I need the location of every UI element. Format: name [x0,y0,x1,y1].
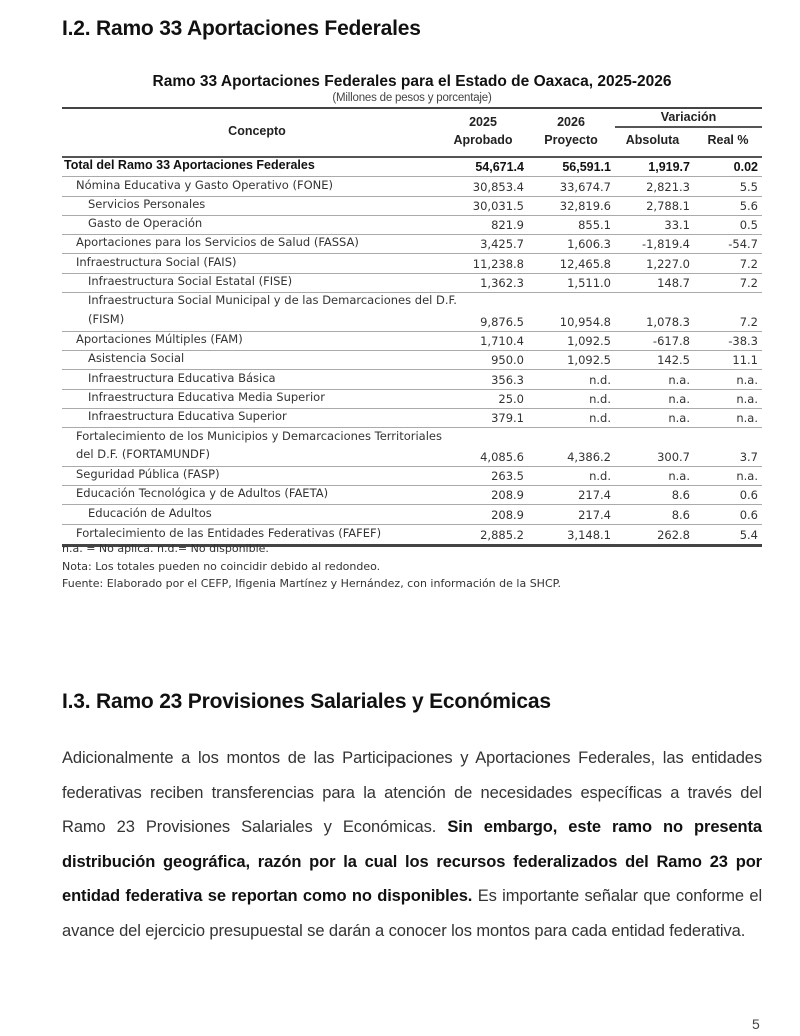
table-row [62,197,762,216]
cell-2025-aprobado: 208.9 [491,488,524,503]
table-row [62,216,762,235]
table-row [62,177,762,196]
paragraph-text-bold: Sin embargo, este ramo no presenta distribución geográfica, razón por la cual los recursos federalizados del Ramo 23 por entidad federativa se reportan como no disponibles. [62,818,763,906]
table-row [62,274,762,293]
cell-variacion-absoluta: -1,819.4 [641,237,690,252]
cell-2025-aprobado: 950.0 [491,353,524,368]
table-row [62,428,762,467]
note-source: Fuente: Elaborado por el CEFP, Ifigenia Martínez y Hernández, con información de la SHCP. [62,577,562,590]
cell-2026-proyecto: 217.4 [578,507,611,522]
cell-variacion-absoluta: 1,919.7 [648,160,690,175]
cell-variacion-absoluta: 2,788.1 [646,198,690,213]
cell-variacion-absoluta: n.a. [668,391,690,406]
row-label: Infraestructura Educativa Media Superior [88,389,325,404]
cell-2025-aprobado: 30,853.4 [472,179,524,194]
cell-variacion-absoluta: 1,227.0 [646,256,690,271]
cell-variacion-absoluta: 2,821.3 [646,179,690,194]
cell-variacion-absoluta: 262.8 [657,527,690,542]
table-row [62,486,762,505]
row-label: Fortalecimiento de los Municipios y Demarcaciones Territoriales del D.F. (FORTAMUNDF) [76,428,442,462]
table-row [62,370,762,389]
row-label: Infraestructura Educativa Superior [88,409,287,424]
row-label: Infraestructura Social Estatal (FISE) [88,274,293,289]
cell-variacion-absoluta: -617.8 [652,333,690,348]
header-variacion-divider [615,126,762,128]
cell-variacion-real: 5.6 [739,198,758,213]
table-row [62,409,762,428]
row-label: Seguridad Pública (FASP) [76,467,220,482]
table-row [62,467,762,486]
cell-variacion-absoluta: 1,078.3 [646,314,690,329]
cell-variacion-real: 0.5 [739,218,758,233]
table-row [62,390,762,409]
table-body [62,158,762,544]
table-row [62,254,762,273]
table-row [62,235,762,254]
cell-2025-aprobado: 25.0 [498,391,524,406]
cell-2026-proyecto: 1,092.5 [567,353,611,368]
cell-2025-aprobado: 379.1 [491,411,524,426]
cell-2026-proyecto: 3,148.1 [567,527,611,542]
table-subtitle: (Millones de pesos y porcentaje) [332,92,492,104]
table-title: Ramo 33 Aportaciones Federales para el Estado de Oaxaca, 2025-2026 [152,73,672,90]
row-label: Infraestructura Social Municipal y de las Demarcaciones del D.F. (FISM) [88,293,457,327]
row-label: Educación Tecnológica y de Adultos (FAETA) [76,486,329,501]
cell-variacion-real: 7.2 [739,256,758,271]
cell-variacion-absoluta: 148.7 [657,276,690,291]
cell-2026-proyecto: 855.1 [578,218,611,233]
cell-variacion-real: 3.7 [739,449,758,464]
cell-variacion-real: 7.2 [739,276,758,291]
header-proyecto: Proyecto [544,133,598,147]
cell-variacion-real: 0.6 [739,507,758,522]
cell-2026-proyecto: 56,591.1 [562,160,611,175]
cell-2025-aprobado: 4,085.6 [480,449,524,464]
table-row [62,351,762,370]
table-header [62,109,762,158]
header-absoluta: Absoluta [625,133,680,147]
cell-2026-proyecto: 33,674.7 [559,179,611,194]
cell-2025-aprobado: 3,425.7 [480,237,524,252]
row-label: Nómina Educativa y Gasto Operativo (FONE) [76,177,333,192]
cell-2025-aprobado: 208.9 [491,507,524,522]
cell-variacion-real: -54.7 [728,237,758,252]
row-label: Fortalecimiento de las Entidades Federativas (FAFEF) [76,525,382,540]
cell-2026-proyecto: 12,465.8 [559,256,611,271]
row-label: Total del Ramo 33 Aportaciones Federales [64,158,315,173]
cell-variacion-real: n.a. [736,469,758,484]
note-rounding: Nota: Los totales pueden no coincidir debido al redondeo. [62,559,381,573]
table-row [62,293,762,332]
page-number: 5 [752,1016,760,1032]
cell-variacion-absoluta: 300.7 [657,449,690,464]
cell-2025-aprobado: 30,031.5 [472,198,524,213]
cell-2026-proyecto: 32,819.6 [559,198,611,213]
cell-2025-aprobado: 263.5 [491,469,524,484]
cell-variacion-absoluta: n.a. [668,372,690,387]
body-paragraph [62,741,762,949]
cell-2026-proyecto: 4,386.2 [567,449,611,464]
section-title-ramo-33: I.2. Ramo 33 Aportaciones Federales [62,17,421,40]
cell-2025-aprobado: 11,238.8 [472,256,524,271]
cell-variacion-absoluta: 33.1 [664,218,690,233]
cell-variacion-real: 11.1 [732,353,758,368]
cell-2026-proyecto: 1,092.5 [567,333,611,348]
cell-variacion-absoluta: 8.6 [671,507,690,522]
cell-2025-aprobado: 9,876.5 [480,314,524,329]
cell-2025-aprobado: 1,362.3 [480,276,524,291]
table-notes [62,540,561,593]
cell-2026-proyecto: n.d. [589,372,611,387]
header-2026-year: 2026 [557,115,585,129]
row-label: Aportaciones para los Servicios de Salud (FASSA) [76,235,359,250]
row-label: Educación de Adultos [88,505,212,520]
header-concepto: Concepto [228,124,286,138]
row-label: Infraestructura Social (FAIS) [76,254,237,269]
cell-2025-aprobado: 1,710.4 [480,333,524,348]
row-label: Aportaciones Múltiples (FAM) [76,331,243,346]
cell-2025-aprobado: 54,671.4 [475,160,524,175]
note-abbreviations: n.a. = No aplica. n.d.= No disponible. [62,542,269,555]
cell-variacion-real: 0.6 [739,488,758,503]
cell-variacion-real: n.a. [736,411,758,426]
header-real-pct: Real % [707,133,749,147]
section-title-ramo-23: I.3. Ramo 23 Provisiones Salariales y Económicas [62,690,551,713]
cell-variacion-real: n.a. [736,372,758,387]
cell-2025-aprobado: 356.3 [491,372,524,387]
cell-2026-proyecto: 1,511.0 [567,276,611,291]
table-row [62,505,762,524]
cell-variacion-real: 5.5 [739,179,758,194]
cell-2026-proyecto: n.d. [589,391,611,406]
cell-2026-proyecto: n.d. [589,469,611,484]
cell-2026-proyecto: 217.4 [578,488,611,503]
cell-variacion-real: n.a. [736,391,758,406]
cell-2026-proyecto: 1,606.3 [567,237,611,252]
ramo-33-table [62,107,762,547]
cell-variacion-real: 5.4 [739,527,758,542]
row-label: Infraestructura Educativa Básica [88,370,276,385]
row-label: Asistencia Social [88,351,185,366]
header-variacion: Variación [660,110,717,124]
cell-2026-proyecto: 10,954.8 [559,314,611,329]
cell-variacion-real: 0.02 [733,160,758,175]
cell-variacion-absoluta: 8.6 [671,488,690,503]
cell-2025-aprobado: 821.9 [491,218,524,233]
row-label: Gasto de Operación [88,216,203,231]
table-row [62,332,762,351]
cell-variacion-absoluta: 142.5 [657,353,690,368]
paragraph-text-2: Es importante señalar que conforme el avance del ejercicio presupuestal se darán a conocer los montos para cada entidad federativa. [62,887,763,940]
cell-2026-proyecto: n.d. [589,411,611,426]
header-aprobado: Aprobado [453,133,513,147]
cell-variacion-absoluta: n.a. [668,469,690,484]
paragraph-text-1: Adicionalmente a los montos de las Participaciones y Aportaciones Federales, las entidades federativas reciben transferencias para la atención de necesidades específicas a través del Ramo 23 Provisiones Salariales y Económicas. [62,749,762,837]
cell-variacion-real: 7.2 [739,314,758,329]
row-label: Servicios Personales [88,196,206,211]
table-row-total [62,158,762,177]
cell-variacion-absoluta: n.a. [668,411,690,426]
cell-2025-aprobado: 2,885.2 [480,527,524,542]
cell-variacion-real: -38.3 [728,333,758,348]
header-2025-year: 2025 [469,115,497,129]
